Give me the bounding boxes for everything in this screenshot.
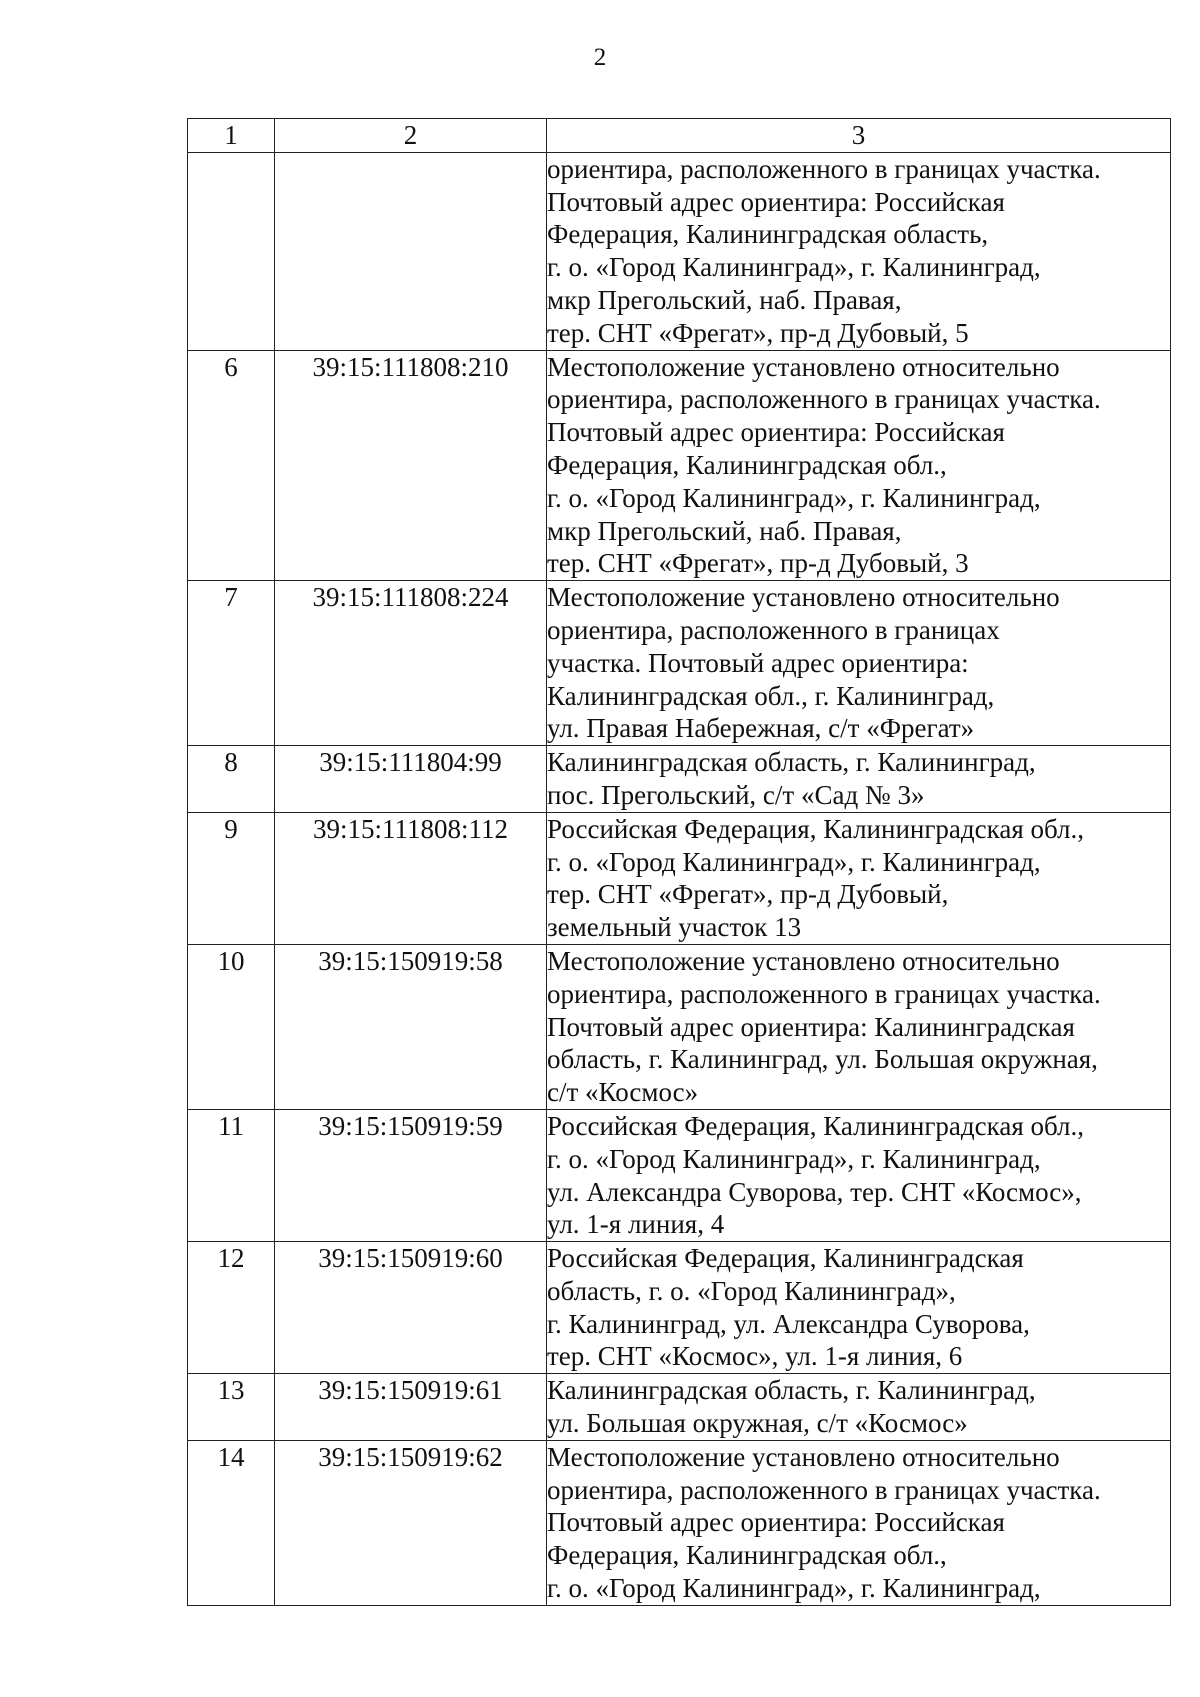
address-line: тер. СНТ «Космос», ул. 1-я линия, 6: [547, 1341, 963, 1372]
table-header-row: [188, 119, 1171, 153]
address-cell: [547, 1242, 1171, 1374]
address-line: Почтовый адрес ориентира: Российская: [547, 186, 1005, 217]
address-cell: [547, 746, 1171, 813]
address-line: г. о. «Город Калининград», г. Калининград,: [547, 252, 1041, 283]
row-number: 12: [188, 1242, 275, 1374]
address-line: Местоположение установлено относительно: [547, 582, 1060, 613]
address-line: ориентира, расположенного в границах участка.: [547, 384, 1101, 415]
table-body: [188, 152, 1171, 1605]
address-line: ориентира, расположенного в границах участка.: [547, 153, 1101, 184]
address-line: мкр Прегольский, наб. Правая,: [547, 284, 902, 315]
table-row: [188, 1440, 1171, 1605]
address-line: область, г. Калининград, ул. Большая окружная,: [547, 1044, 1098, 1075]
cadastral-number: 39:15:111808:224: [275, 581, 547, 746]
cadastral-number: 39:15:150919:58: [275, 944, 547, 1109]
address-line: Калининградская обл., г. Калининград,: [547, 680, 995, 711]
address-line: Российская Федерация, Калининградская: [547, 1243, 1024, 1274]
address-line: Почтовый адрес ориентира: Российская: [547, 1507, 1005, 1538]
address-line: г. о. «Город Калининград», г. Калининград,: [547, 1143, 1041, 1174]
address-cell: [547, 812, 1171, 944]
address-line: Федерация, Калининградская обл.,: [547, 449, 947, 480]
row-number: 8: [188, 746, 275, 813]
table-row: [188, 581, 1171, 746]
land-plot-table: [187, 118, 1171, 1606]
cadastral-number: 39:15:111808:112: [275, 812, 547, 944]
cadastral-number: 39:15:111804:99: [275, 746, 547, 813]
address-line: Калининградская область, г. Калининград,: [547, 1375, 1036, 1406]
cadastral-number: 39:15:150919:61: [275, 1374, 547, 1441]
address-line: тер. СНТ «Фрегат», пр-д Дубовый, 5: [547, 317, 969, 348]
address-line: Федерация, Калининградская обл.,: [547, 1540, 947, 1571]
row-number: 14: [188, 1440, 275, 1605]
column-header-address: 3: [547, 119, 1171, 153]
table-row: [188, 350, 1171, 581]
table-row: [188, 746, 1171, 813]
address-line: ориентира, расположенного в границах участка.: [547, 978, 1101, 1009]
address-cell: [547, 1440, 1171, 1605]
address-cell: [547, 1374, 1171, 1441]
address-line: участка. Почтовый адрес ориентира:: [547, 647, 969, 678]
address-line: Местоположение установлено относительно: [547, 351, 1060, 382]
address-cell: [547, 350, 1171, 581]
address-cell: [547, 1109, 1171, 1241]
cadastral-number: 39:15:150919:62: [275, 1440, 547, 1605]
cadastral-number: 39:15:111808:210: [275, 350, 547, 581]
address-line: ориентира, расположенного в границах участка.: [547, 1474, 1101, 1505]
table-row: [188, 1242, 1171, 1374]
row-number: 9: [188, 812, 275, 944]
address-line: тер. СНТ «Фрегат», пр-д Дубовый, 3: [547, 548, 969, 579]
address-line: ориентира, расположенного в границах: [547, 614, 1000, 645]
address-line: г. о. «Город Калининград», г. Калининград,: [547, 1573, 1041, 1604]
address-line: область, г. о. «Город Калининград»,: [547, 1275, 956, 1306]
address-line: Местоположение установлено относительно: [547, 945, 1060, 976]
column-header-cadastral: 2: [275, 119, 547, 153]
table-row: [188, 1374, 1171, 1441]
cadastral-number: [275, 152, 547, 350]
row-number: 10: [188, 944, 275, 1109]
address-line: Российская Федерация, Калининградская обл.,: [547, 1110, 1085, 1141]
row-number: 7: [188, 581, 275, 746]
address-line: ул. 1-я линия, 4: [547, 1209, 725, 1240]
row-number: [188, 152, 275, 350]
cadastral-number: 39:15:150919:59: [275, 1109, 547, 1241]
address-cell: [547, 944, 1171, 1109]
address-line: тер. СНТ «Фрегат», пр-д Дубовый,: [547, 879, 949, 910]
table-row: [188, 152, 1171, 350]
address-line: ул. Большая окружная, с/т «Космос»: [547, 1408, 968, 1439]
address-line: с/т «Космос»: [547, 1077, 699, 1108]
address-line: г. о. «Город Калининград», г. Калининград,: [547, 482, 1041, 513]
address-line: Федерация, Калининградская область,: [547, 219, 989, 250]
address-line: земельный участок 13: [547, 912, 802, 943]
table-row: [188, 812, 1171, 944]
address-line: пос. Прегольский, с/т «Сад № 3»: [547, 779, 925, 810]
page-number: 2: [593, 44, 607, 71]
address-line: Почтовый адрес ориентира: Калининградская: [547, 1011, 1075, 1042]
address-line: ул. Александра Суворова, тер. СНТ «Космос»,: [547, 1176, 1082, 1207]
address-line: Калининградская область, г. Калининград,: [547, 747, 1036, 778]
address-line: ул. Правая Набережная, с/т «Фрегат»: [547, 713, 975, 744]
address-line: Местоположение установлено относительно: [547, 1441, 1060, 1472]
address-line: Почтовый адрес ориентира: Российская: [547, 417, 1005, 448]
address-line: Российская Федерация, Калининградская обл.,: [547, 813, 1085, 844]
address-line: г. Калининград, ул. Александра Суворова,: [547, 1308, 1030, 1339]
cadastral-number: 39:15:150919:60: [275, 1242, 547, 1374]
address-line: г. о. «Город Калининград», г. Калининград,: [547, 846, 1041, 877]
table-row: [188, 1109, 1171, 1241]
row-number: 6: [188, 350, 275, 581]
address-line: мкр Прегольский, наб. Правая,: [547, 515, 902, 546]
row-number: 13: [188, 1374, 275, 1441]
address-cell: [547, 152, 1171, 350]
address-cell: [547, 581, 1171, 746]
column-header-number: 1: [188, 119, 275, 153]
row-number: 11: [188, 1109, 275, 1241]
table-row: [188, 944, 1171, 1109]
